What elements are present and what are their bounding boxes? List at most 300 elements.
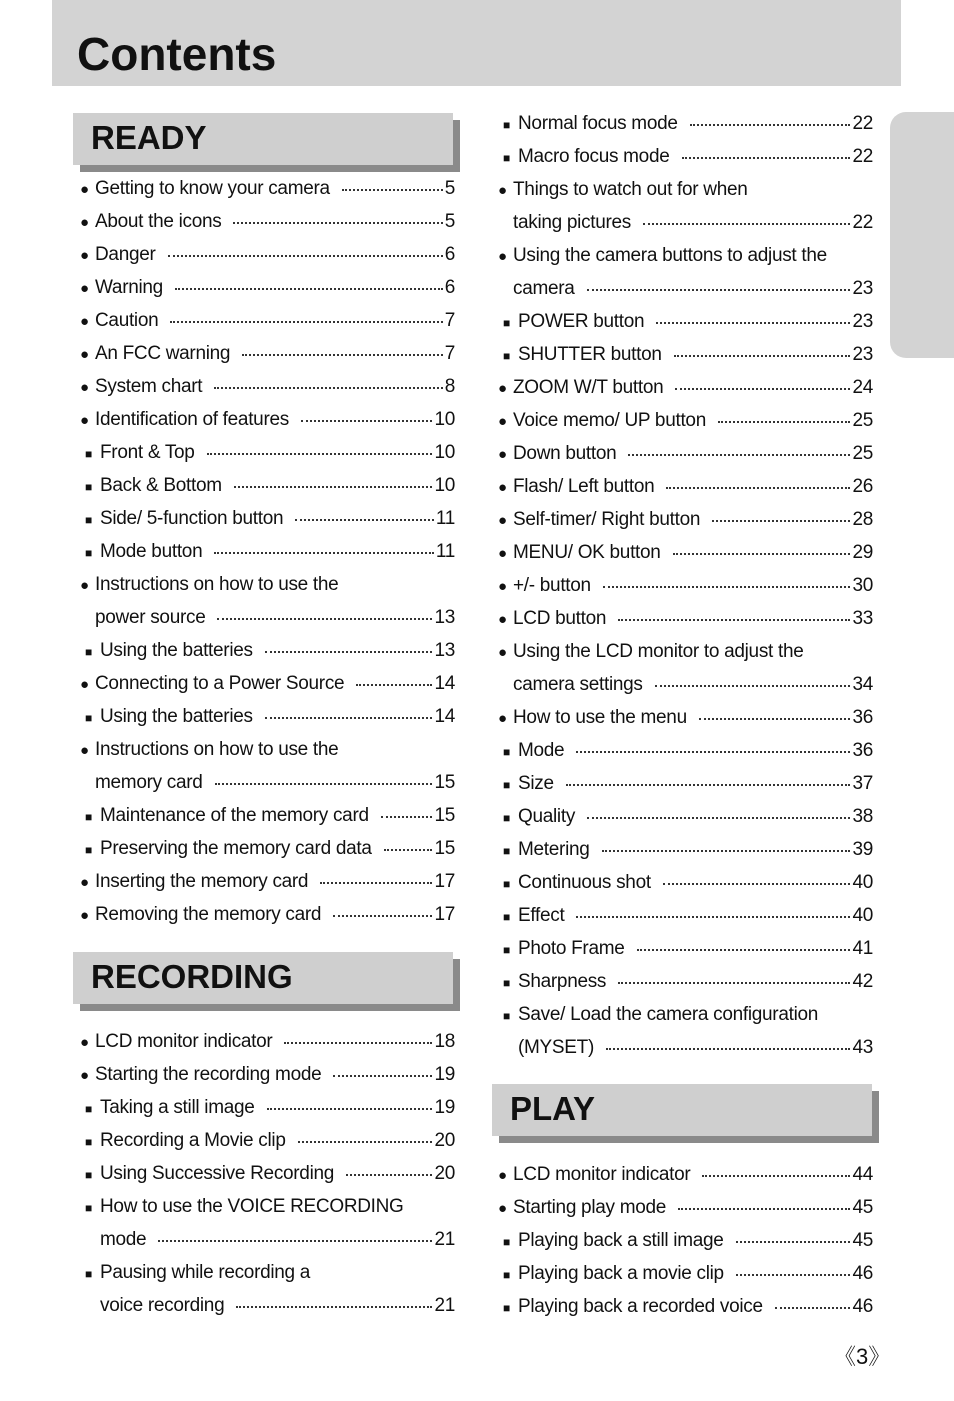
dot-leader (576, 916, 850, 918)
toc-entry-page: 23 (852, 311, 873, 332)
toc-entry-title: Caution (95, 310, 159, 331)
round-bullet-icon: ● (498, 479, 507, 496)
dot-leader (699, 718, 851, 720)
toc-entry[interactable] (80, 502, 455, 535)
toc-entry-title: taking pictures (513, 212, 632, 233)
square-bullet-icon: ■ (503, 151, 510, 165)
toc-entry-page: 40 (852, 905, 873, 926)
toc-entry[interactable] (498, 866, 873, 899)
toc-entry-title: Instructions on how to use the (95, 739, 339, 760)
round-bullet-icon: ● (80, 379, 89, 396)
toc-entry[interactable] (498, 635, 873, 668)
toc-entry[interactable] (498, 338, 873, 371)
toc-entry-page: 10 (434, 409, 455, 430)
dot-leader (702, 1175, 850, 1177)
toc-entry-title: Using the camera buttons to adjust the (513, 245, 827, 266)
toc-entry-page: 23 (852, 278, 873, 299)
toc-entry-page: 40 (852, 872, 873, 893)
dot-leader (637, 949, 851, 951)
dot-leader (356, 684, 432, 686)
toc-entry-page: 25 (852, 443, 873, 464)
square-bullet-icon: ■ (503, 943, 510, 957)
toc-entry-title: (MYSET) (518, 1037, 595, 1058)
toc-list-ready (80, 172, 455, 931)
square-bullet-icon: ■ (85, 810, 92, 824)
toc-entry[interactable] (498, 206, 873, 239)
toc-entry-title: Pausing while recording a (100, 1262, 311, 1283)
toc-entry-page: 18 (434, 1031, 455, 1052)
toc-entry-page: 46 (852, 1263, 873, 1284)
toc-entry[interactable] (80, 1256, 455, 1289)
toc-entry-title: System chart (95, 376, 203, 397)
round-bullet-icon: ● (80, 1067, 89, 1084)
toc-entry[interactable] (498, 734, 873, 767)
toc-entry[interactable] (498, 569, 873, 602)
round-bullet-icon: ● (80, 742, 89, 759)
page-number: 《3》 (834, 1344, 891, 1369)
toc-entry-page: 42 (852, 971, 873, 992)
round-bullet-icon: ● (80, 907, 89, 924)
toc-entry-title: Using the batteries (100, 706, 253, 727)
dot-leader (234, 486, 433, 488)
toc-entry-page: 22 (852, 212, 873, 233)
dot-leader (602, 850, 851, 852)
toc-entry-page: 21 (434, 1229, 455, 1250)
round-bullet-icon: ● (498, 182, 507, 199)
toc-entry-title: Instructions on how to use the (95, 574, 339, 595)
toc-entry[interactable] (498, 899, 873, 932)
toc-entry-title: How to use the VOICE RECORDING (100, 1196, 404, 1217)
toc-entry-title: Removing the memory card (95, 904, 322, 925)
toc-entry[interactable] (498, 404, 873, 437)
toc-entry[interactable] (498, 503, 873, 536)
dot-leader (675, 388, 850, 390)
toc-entry[interactable] (80, 1124, 455, 1157)
toc-entry-page: 7 (444, 343, 455, 364)
toc-entry[interactable] (80, 271, 455, 304)
toc-entry-page: 13 (434, 640, 455, 661)
toc-entry-page: 33 (852, 608, 873, 629)
toc-entry-title: +/- button (513, 575, 591, 596)
dot-leader (214, 387, 442, 389)
toc-entry[interactable] (80, 370, 455, 403)
toc-entry-page: 17 (434, 904, 455, 925)
toc-entry-title: Self-timer/ Right button (513, 509, 701, 530)
toc-entry-page: 8 (444, 376, 455, 397)
square-bullet-icon: ■ (503, 976, 510, 990)
toc-entry[interactable] (498, 1224, 873, 1257)
dot-leader (576, 751, 850, 753)
toc-entry-title: LCD monitor indicator (95, 1031, 273, 1052)
toc-entry[interactable] (80, 1289, 455, 1322)
section-header-play (492, 1084, 872, 1136)
round-bullet-icon: ● (80, 874, 89, 891)
toc-entry-title: Size (518, 773, 554, 794)
toc-entry-title: Playing back a still image (518, 1230, 724, 1251)
toc-entry[interactable] (80, 799, 455, 832)
round-bullet-icon: ● (498, 512, 507, 529)
toc-entry-title: Quality (518, 806, 576, 827)
section-header-recording (73, 952, 453, 1004)
round-bullet-icon: ● (80, 1034, 89, 1051)
toc-entry[interactable] (498, 272, 873, 305)
dot-leader (678, 1208, 850, 1210)
square-bullet-icon: ■ (503, 1235, 510, 1249)
round-bullet-icon: ● (80, 313, 89, 330)
toc-entry-title: Mode button (100, 541, 203, 562)
dot-leader (168, 255, 443, 257)
toc-entry-title: Playing back a recorded voice (518, 1296, 763, 1317)
toc-entry-page: 39 (852, 839, 873, 860)
toc-entry[interactable] (498, 239, 873, 272)
dot-leader (718, 421, 850, 423)
toc-entry-title: Maintenance of the memory card (100, 805, 369, 826)
toc-entry-page: 20 (434, 1163, 455, 1184)
toc-entry[interactable] (80, 700, 455, 733)
toc-entry-title: Photo Frame (518, 938, 625, 959)
square-bullet-icon: ■ (503, 1009, 510, 1023)
toc-entry-page: 20 (434, 1130, 455, 1151)
dot-leader (682, 157, 851, 159)
dot-leader (603, 586, 851, 588)
toc-entry[interactable] (80, 1157, 455, 1190)
toc-entry-page: 15 (434, 805, 455, 826)
toc-entry[interactable] (498, 305, 873, 338)
dot-leader (217, 618, 432, 620)
page-title: Contents (77, 28, 277, 80)
toc-entry[interactable] (498, 1191, 873, 1224)
toc-entry-page: 15 (434, 772, 455, 793)
toc-entry-title: Using the LCD monitor to adjust the (513, 641, 804, 662)
toc-entry[interactable] (498, 173, 873, 206)
toc-entry-title: mode (100, 1229, 147, 1250)
toc-entry[interactable] (498, 1257, 873, 1290)
square-bullet-icon: ■ (85, 645, 92, 659)
toc-entry-title: memory card (95, 772, 203, 793)
toc-entry[interactable] (80, 205, 455, 238)
toc-entry[interactable] (80, 238, 455, 271)
square-bullet-icon: ■ (503, 1301, 510, 1315)
toc-entry-title: camera (513, 278, 575, 299)
toc-entry[interactable] (498, 1158, 873, 1191)
dot-leader (265, 717, 433, 719)
toc-entry[interactable] (498, 668, 873, 701)
toc-entry-title: Warning (95, 277, 163, 298)
toc-list-recording (80, 1025, 455, 1322)
toc-entry[interactable] (498, 437, 873, 470)
round-bullet-icon: ● (498, 611, 507, 628)
dot-leader (663, 883, 851, 885)
toc-entry-page: 43 (852, 1037, 873, 1058)
dot-leader (267, 1108, 433, 1110)
toc-entry-title: Preserving the memory card data (100, 838, 372, 859)
square-bullet-icon: ■ (503, 316, 510, 330)
square-bullet-icon: ■ (85, 1267, 92, 1281)
dot-leader (775, 1307, 851, 1309)
toc-entry-title: Side/ 5-function button (100, 508, 284, 529)
toc-entry[interactable] (80, 1025, 455, 1058)
square-bullet-icon: ■ (503, 877, 510, 891)
toc-entry-page: 29 (852, 542, 873, 563)
toc-entry-page: 21 (434, 1295, 455, 1316)
dot-leader (618, 619, 850, 621)
toc-entry-page: 15 (434, 838, 455, 859)
toc-entry[interactable] (80, 1058, 455, 1091)
dot-leader (690, 124, 851, 126)
toc-entry-page: 36 (852, 707, 873, 728)
dot-leader (175, 288, 443, 290)
toc-entry-page: 22 (852, 146, 873, 167)
round-bullet-icon: ● (498, 710, 507, 727)
toc-entry-title: About the icons (95, 211, 222, 232)
dot-leader (346, 1174, 432, 1176)
toc-entry[interactable] (498, 701, 873, 734)
toc-entry-title: Taking a still image (100, 1097, 255, 1118)
toc-entry-page: 13 (434, 607, 455, 628)
toc-entry-page: 11 (435, 541, 455, 562)
toc-entry-title: Identification of features (95, 409, 289, 430)
toc-entry-title: Front & Top (100, 442, 195, 463)
dot-leader (295, 519, 434, 521)
toc-entry-page: 19 (434, 1097, 455, 1118)
toc-entry-title: Normal focus mode (518, 113, 678, 134)
square-bullet-icon: ■ (503, 1268, 510, 1282)
toc-list-play (498, 1158, 873, 1323)
toc-entry[interactable] (80, 1190, 455, 1223)
dot-leader (587, 289, 851, 291)
toc-entry-title: LCD monitor indicator (513, 1164, 691, 1185)
toc-entry[interactable] (80, 601, 455, 634)
toc-entry-title: Connecting to a Power Source (95, 673, 345, 694)
toc-entry[interactable] (80, 1091, 455, 1124)
toc-list-recording-continued (498, 107, 873, 1064)
toc-entry-page: 19 (434, 1064, 455, 1085)
toc-entry-title: Things to watch out for when (513, 179, 748, 200)
toc-entry-title: Danger (95, 244, 156, 265)
dot-leader (233, 222, 442, 224)
dot-leader (333, 1075, 432, 1077)
toc-entry-title: Using Successive Recording (100, 1163, 335, 1184)
square-bullet-icon: ■ (85, 1168, 92, 1182)
dot-leader (736, 1274, 851, 1276)
toc-entry-page: 23 (852, 344, 873, 365)
toc-entry[interactable] (80, 469, 455, 502)
toc-entry[interactable] (498, 602, 873, 635)
toc-entry[interactable] (498, 833, 873, 866)
toc-entry[interactable] (498, 932, 873, 965)
dot-leader (242, 354, 443, 356)
toc-entry-page: 5 (444, 211, 455, 232)
square-bullet-icon: ■ (503, 118, 510, 132)
dot-leader (628, 454, 850, 456)
toc-entry-page: 26 (852, 476, 873, 497)
section-title-play: PLAY (510, 1090, 595, 1127)
toc-entry-title: Starting the recording mode (95, 1064, 322, 1085)
toc-entry-title: POWER button (518, 311, 645, 332)
toc-entry-page: 25 (852, 410, 873, 431)
toc-entry-page: 14 (434, 673, 455, 694)
toc-entry-title: Starting play mode (513, 1197, 667, 1218)
dot-leader (298, 1141, 433, 1143)
round-bullet-icon: ● (498, 248, 507, 265)
square-bullet-icon: ■ (503, 349, 510, 363)
round-bullet-icon: ● (80, 247, 89, 264)
section-title-ready: READY (91, 119, 207, 156)
toc-entry-page: 11 (435, 508, 455, 529)
toc-entry-title: Back & Bottom (100, 475, 222, 496)
square-bullet-icon: ■ (503, 745, 510, 759)
toc-entry-page: 7 (444, 310, 455, 331)
toc-entry-title: Macro focus mode (518, 146, 670, 167)
toc-entry-page: 38 (852, 806, 873, 827)
round-bullet-icon: ● (80, 280, 89, 297)
toc-entry-title: voice recording (100, 1295, 225, 1316)
toc-entry-page: 28 (852, 509, 873, 530)
toc-entry-title: ZOOM W/T button (513, 377, 664, 398)
square-bullet-icon: ■ (85, 1201, 92, 1215)
dot-leader (381, 816, 433, 818)
toc-entry[interactable] (80, 304, 455, 337)
toc-entry-page: 44 (852, 1164, 873, 1185)
dot-leader (301, 420, 433, 422)
square-bullet-icon: ■ (85, 546, 92, 560)
section-header-ready (73, 113, 453, 165)
square-bullet-icon: ■ (85, 513, 92, 527)
toc-entry-page: 5 (444, 178, 455, 199)
toc-entry[interactable] (498, 1290, 873, 1323)
dot-leader (643, 223, 850, 225)
round-bullet-icon: ● (498, 413, 507, 430)
toc-entry[interactable] (80, 337, 455, 370)
round-bullet-icon: ● (498, 545, 507, 562)
square-bullet-icon: ■ (85, 480, 92, 494)
toc-entry-title: Recording a Movie clip (100, 1130, 286, 1151)
toc-entry[interactable] (80, 898, 455, 931)
toc-entry[interactable] (498, 536, 873, 569)
toc-entry-title: An FCC warning (95, 343, 231, 364)
toc-entry[interactable] (80, 832, 455, 865)
toc-entry-title: Save/ Load the camera configuration (518, 1004, 819, 1025)
toc-entry[interactable] (80, 568, 455, 601)
toc-entry[interactable] (498, 998, 873, 1031)
toc-entry-page: 41 (852, 938, 873, 959)
toc-entry-page: 45 (852, 1197, 873, 1218)
toc-entry-page: 37 (852, 773, 873, 794)
dot-leader (215, 783, 433, 785)
toc-entry-title: LCD button (513, 608, 607, 629)
toc-entry[interactable] (80, 865, 455, 898)
dot-leader (673, 553, 851, 555)
toc-entry[interactable] (80, 172, 455, 205)
round-bullet-icon: ● (498, 380, 507, 397)
toc-entry-page: 34 (852, 674, 873, 695)
toc-entry[interactable] (498, 965, 873, 998)
toc-entry-title: power source (95, 607, 206, 628)
toc-entry-title: Playing back a movie clip (518, 1263, 724, 1284)
round-bullet-icon: ● (80, 181, 89, 198)
toc-entry-title: Inserting the memory card (95, 871, 309, 892)
round-bullet-icon: ● (498, 1200, 507, 1217)
toc-entry-title: How to use the menu (513, 707, 687, 728)
toc-entry-title: Continuous shot (518, 872, 651, 893)
title-band (52, 0, 901, 86)
toc-entry-page: 6 (444, 244, 455, 265)
toc-entry[interactable] (80, 733, 455, 766)
dot-leader (170, 321, 442, 323)
toc-entry[interactable] (80, 634, 455, 667)
round-bullet-icon: ● (498, 644, 507, 661)
toc-entry[interactable] (498, 800, 873, 833)
dot-leader (236, 1306, 432, 1308)
toc-entry-page: 30 (852, 575, 873, 596)
dot-leader (214, 552, 434, 554)
dot-leader (342, 189, 443, 191)
toc-entry[interactable] (498, 371, 873, 404)
dot-leader (384, 849, 433, 851)
toc-entry-page: 22 (852, 113, 873, 134)
toc-entry[interactable] (80, 1223, 455, 1256)
dot-leader (674, 355, 851, 357)
toc-entry-title: Flash/ Left button (513, 476, 655, 497)
toc-entry-page: 36 (852, 740, 873, 761)
dot-leader (333, 915, 432, 917)
toc-entry-title: SHUTTER button (518, 344, 662, 365)
square-bullet-icon: ■ (85, 1102, 92, 1116)
toc-entry-title: Voice memo/ UP button (513, 410, 706, 431)
square-bullet-icon: ■ (503, 844, 510, 858)
toc-entry[interactable] (80, 667, 455, 700)
toc-entry[interactable] (80, 403, 455, 436)
toc-entry[interactable] (80, 535, 455, 568)
dot-leader (320, 882, 432, 884)
dot-leader (566, 784, 851, 786)
toc-entry-page: 6 (444, 277, 455, 298)
dot-leader (618, 982, 850, 984)
round-bullet-icon: ● (80, 346, 89, 363)
square-bullet-icon: ■ (85, 711, 92, 725)
toc-entry[interactable] (498, 140, 873, 173)
toc-entry-title: Getting to know your camera (95, 178, 330, 199)
round-bullet-icon: ● (498, 446, 507, 463)
toc-entry[interactable] (498, 1031, 873, 1064)
toc-entry-title: Using the batteries (100, 640, 253, 661)
round-bullet-icon: ● (80, 577, 89, 594)
round-bullet-icon: ● (80, 412, 89, 429)
round-bullet-icon: ● (80, 214, 89, 231)
toc-entry-page: 10 (434, 442, 455, 463)
dot-leader (666, 487, 850, 489)
toc-entry-title: Mode (518, 740, 565, 761)
square-bullet-icon: ■ (85, 1135, 92, 1149)
toc-entry-page: 45 (852, 1230, 873, 1251)
toc-entry-page: 24 (852, 377, 873, 398)
round-bullet-icon: ● (498, 578, 507, 595)
dot-leader (736, 1241, 851, 1243)
dot-leader (656, 322, 850, 324)
toc-entry[interactable] (80, 436, 455, 469)
round-bullet-icon: ● (498, 1167, 507, 1184)
toc-entry-title: camera settings (513, 674, 643, 695)
dot-leader (606, 1048, 850, 1050)
toc-entry[interactable] (498, 767, 873, 800)
toc-entry[interactable] (80, 766, 455, 799)
toc-entry-title: Metering (518, 839, 590, 860)
square-bullet-icon: ■ (503, 778, 510, 792)
toc-entry[interactable] (498, 107, 873, 140)
dot-leader (712, 520, 850, 522)
toc-entry-title: MENU/ OK button (513, 542, 661, 563)
toc-entry[interactable] (498, 470, 873, 503)
